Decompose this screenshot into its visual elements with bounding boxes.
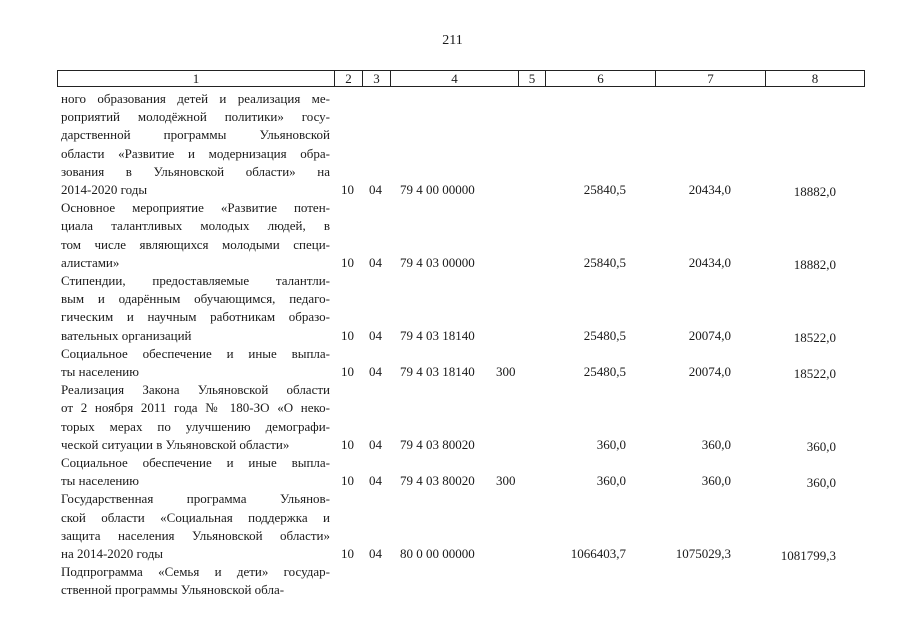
cell-col-6: 25840,5: [583, 182, 626, 197]
cell-col-2: 10: [341, 364, 354, 379]
description-line: Стипендии, предоставляемые талантли-: [61, 273, 330, 288]
description-line: гическим и научным работникам образо-: [61, 309, 330, 325]
cell-col-6: 25840,5: [583, 254, 626, 270]
description-line: ственной программы Ульяновской обла-: [61, 582, 285, 598]
cell-col-7: 20074,0: [688, 364, 731, 379]
cell-col-8: 360,0: [806, 475, 836, 491]
header-col-7: 7: [656, 71, 766, 87]
cell-col-5: 300: [496, 364, 516, 379]
description-line: торых мерах по улучшению демографи-: [61, 418, 330, 434]
description-line: вательных организаций: [61, 327, 192, 343]
description-line: ской области «Социальная поддержка и: [61, 509, 330, 525]
cell-col-3: 04: [369, 327, 382, 343]
cell-col-3: 04: [369, 182, 382, 197]
cell-col-4: 79 4 03 18140: [400, 364, 475, 379]
description-line: Государственная программа Ульянов-: [61, 491, 330, 507]
cell-col-8: 18522,0: [793, 329, 836, 345]
cell-col-8: 360,0: [806, 438, 836, 454]
cell-col-3: 04: [369, 436, 382, 452]
description-line: зования в Ульяновской области» на: [61, 163, 330, 179]
header-col-5: 5: [519, 71, 546, 87]
header-col-1: 1: [58, 71, 335, 87]
cell-col-8: 1081799,3: [780, 548, 836, 563]
cell-col-3: 04: [369, 473, 382, 489]
description-line: ты населению: [61, 363, 139, 379]
cell-col-7: 20074,0: [688, 327, 731, 343]
cell-col-8: 18522,0: [793, 366, 836, 381]
cell-col-4: 79 4 03 80020: [400, 473, 475, 489]
description-line: ного образования детей и реализация ме-: [61, 91, 330, 106]
cell-col-2: 10: [341, 473, 354, 489]
description-line: защита населения Ульяновской области»: [61, 527, 330, 543]
description-line: Социальное обеспечение и иные выпла-: [61, 345, 330, 361]
cell-col-4: 79 4 03 80020: [400, 436, 475, 452]
cell-col-7: 20434,0: [688, 254, 731, 270]
description-line: на 2014-2020 годы: [61, 545, 164, 561]
cell-col-7: 20434,0: [688, 182, 731, 197]
cell-col-7: 360,0: [701, 473, 731, 489]
description-line: роприятий молодёжной политики» госу-: [61, 109, 330, 125]
description-line: вым и одарённым обучающимся, педаго-: [61, 291, 330, 307]
cell-col-3: 04: [369, 364, 382, 379]
description-line: от 2 ноября 2011 года № 180-ЗО «О неко-: [61, 400, 330, 416]
description-line: Основное мероприятие «Развитие потен-: [61, 200, 330, 216]
cell-col-6: 25480,5: [583, 364, 626, 379]
description-line: области «Развитие и модернизация обра-: [61, 145, 330, 161]
cell-col-6: 360,0: [596, 436, 626, 452]
cell-col-3: 04: [369, 254, 382, 270]
row-description: [61, 563, 330, 599]
cell-col-7: 1075029,3: [675, 546, 731, 561]
cell-col-4: 80 0 00 00000: [400, 546, 475, 561]
cell-col-8: 18882,0: [793, 184, 836, 199]
column-header-table: [57, 70, 865, 87]
description-line: Подпрограмма «Семья и дети» государ-: [61, 564, 330, 580]
header-col-2: 2: [335, 71, 363, 87]
cell-col-6: 360,0: [596, 473, 626, 489]
cell-col-8: 18882,0: [793, 256, 836, 272]
header-col-6: 6: [546, 71, 656, 87]
cell-col-7: 360,0: [701, 436, 731, 452]
cell-col-4: 79 4 03 00000: [400, 254, 475, 270]
header-col-8: 8: [766, 71, 865, 87]
cell-col-4: 79 4 03 18140: [400, 327, 475, 343]
cell-col-6: 25480,5: [583, 327, 626, 343]
cell-col-3: 04: [369, 546, 382, 561]
description-line: алистами»: [61, 254, 120, 270]
cell-col-2: 10: [341, 327, 354, 343]
description-line: циала талантливых молодых людей, в: [61, 218, 330, 234]
description-line: Социальное обеспечение и иные выпла-: [61, 455, 330, 470]
cell-col-2: 10: [341, 254, 354, 270]
description-line: ты населению: [61, 473, 139, 489]
description-line: Реализация Закона Ульяновской области: [61, 382, 330, 398]
cell-col-5: 300: [496, 473, 516, 489]
description-line: том числе являющихся молодыми специ-: [61, 236, 330, 252]
page-number: 211: [442, 33, 463, 48]
description-line: 2014-2020 годы: [61, 181, 148, 197]
cell-col-6: 1066403,7: [570, 546, 626, 561]
header-col-4: 4: [391, 71, 519, 87]
cell-col-2: 10: [341, 546, 354, 561]
description-line: ческой ситуации в Ульяновской области»: [61, 436, 290, 452]
cell-col-2: 10: [341, 182, 354, 197]
cell-col-2: 10: [341, 436, 354, 452]
cell-col-4: 79 4 00 00000: [400, 182, 475, 197]
description-line: дарственной программы Ульяновской: [61, 127, 330, 143]
header-col-3: 3: [363, 71, 391, 87]
